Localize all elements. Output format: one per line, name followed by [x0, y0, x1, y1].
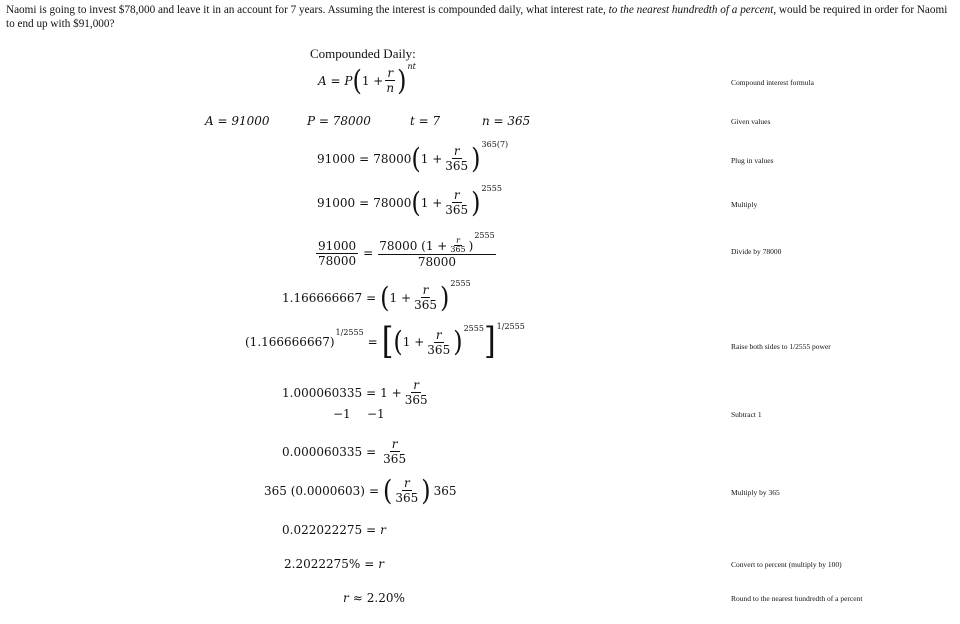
fraction: $\frac{r}{365}$: [445, 144, 469, 173]
fraction: $\frac{r}{365}$: [383, 437, 407, 466]
given-A: A = 91000: [205, 114, 270, 128]
step-decimal: [282, 523, 386, 537]
right-base: 78000 (1 +: [379, 238, 448, 253]
approx-equals: ≈: [352, 591, 363, 605]
close-paren: ): [468, 238, 474, 253]
question-emphasis: to the nearest hundredth of a percent: [608, 4, 774, 16]
close-paren: ): [453, 325, 463, 359]
exponent: 2555: [450, 279, 471, 288]
close-paren: ): [421, 474, 431, 507]
one-plus: 1 +: [402, 335, 425, 349]
outer-exponent: 1/2555: [496, 321, 525, 331]
step-plug-base: 78000: [373, 151, 412, 166]
formula-row: [318, 62, 416, 97]
note-subtract: Subtract 1: [731, 410, 762, 419]
left-exponent: 1/2555: [335, 327, 364, 337]
step-simplify-lhs: 1.166666667: [282, 290, 363, 305]
formula-lhs: A = P: [318, 73, 353, 88]
fraction: $\frac{r}{365}$: [395, 476, 419, 505]
fraction: $\frac{r}{365}$: [445, 188, 469, 217]
formula-one-plus: 1 +: [361, 73, 384, 88]
note-divide: Divide by 78000: [731, 247, 782, 256]
close-paren: ): [397, 64, 407, 97]
step-multiply: [317, 184, 502, 219]
section-heading: Compounded Daily:: [310, 46, 416, 61]
close-paren: ): [471, 186, 481, 219]
step-raise: [245, 320, 525, 363]
one-plus: 1 +: [380, 385, 402, 400]
step-raise-lhs: (1.166666667): [245, 335, 335, 349]
subtract-left: −1: [333, 407, 351, 421]
left-fraction: $\frac{91000}{78000}$: [318, 238, 357, 268]
note-formula: Compound interest formula: [731, 78, 814, 87]
step-root-lhs: 1.000060335: [282, 385, 363, 400]
step-subtract-result: [282, 437, 409, 466]
formula-fraction: $\frac{r}{n}$: [386, 66, 395, 95]
one-plus: 1 +: [420, 195, 443, 210]
step-percent-rhs: r: [378, 557, 385, 571]
note-multiply: Multiply: [731, 200, 758, 209]
note-plug: Plug in values: [731, 156, 774, 165]
equals: =: [359, 195, 370, 210]
equals: =: [366, 385, 377, 400]
close-paren: ): [471, 142, 481, 175]
open-paren: (: [380, 281, 390, 314]
equals: =: [359, 151, 370, 166]
equals: =: [363, 246, 374, 260]
given-t: t = 7: [410, 114, 441, 128]
step-mult365: [264, 476, 457, 505]
given-P: P = 78000: [307, 114, 371, 128]
equals: =: [366, 523, 377, 537]
step-decimal-lhs: 0.022022275: [282, 523, 363, 537]
step-simplify: [282, 279, 471, 314]
step-divide: [315, 230, 497, 269]
fraction: $\frac{r}{365}$: [404, 378, 428, 407]
exponent: 2555: [463, 323, 484, 333]
equals: =: [366, 290, 377, 305]
note-given: Given values: [731, 117, 771, 126]
open-paren: (: [411, 186, 421, 219]
fraction: $\frac{r}{365}$: [414, 283, 437, 312]
exponent: 365(7): [481, 140, 509, 149]
open-paren: (: [352, 64, 362, 97]
question-part-1: Naomi is going to invest $78,000 and leave it in an account for 7 years. Assuming the interest is compounded daily, what interest rate,: [6, 4, 609, 16]
one-plus: 1 +: [389, 290, 412, 305]
step-multiply-base: 78000: [373, 195, 412, 210]
given-n: n = 365: [482, 114, 531, 128]
step-multiply-lhs: 91000: [317, 195, 356, 210]
open-paren: (: [382, 474, 393, 507]
step-root: [282, 378, 431, 407]
step-plug-lhs: 91000: [317, 151, 356, 166]
subtract-right: −1: [367, 407, 385, 421]
formula-exponent: nt: [407, 62, 416, 71]
step-mult365-tail: 365: [433, 483, 457, 498]
right-fraction: 78000 (1 + $\frac{r}{365}$ ) 2555 78000: [379, 230, 495, 269]
equals: =: [368, 483, 380, 498]
note-mult365: Multiply by 365: [731, 488, 780, 497]
step-mult365-lhs: 365 (0.0000603): [264, 483, 365, 498]
equals: =: [364, 557, 375, 571]
close-bracket: ]: [483, 320, 496, 363]
step-percent-lhs: 2.2022275%: [284, 557, 361, 571]
step-round-lhs: r: [343, 591, 349, 605]
note-raise: Raise both sides to 1/2555 power: [731, 342, 831, 351]
exponent: 2555: [481, 184, 502, 193]
inner-fraction: $\frac{r}{365}$: [450, 236, 466, 254]
open-paren: (: [393, 325, 403, 359]
open-paren: (: [411, 142, 421, 175]
equals: =: [367, 335, 378, 349]
one-plus: 1 +: [420, 151, 443, 166]
exponent: 2555: [474, 230, 495, 240]
question-text: [6, 3, 954, 31]
step-plug: [317, 140, 509, 175]
final-answer: 2.20%: [366, 591, 405, 605]
note-percent: Convert to percent (multiply by 100): [731, 560, 842, 569]
step-round: [343, 591, 405, 605]
step-percent: [284, 557, 384, 571]
note-round: Round to the nearest hundredth of a percent: [731, 594, 863, 603]
open-bracket: [: [381, 320, 394, 363]
close-paren: ): [439, 281, 450, 314]
step-subtract-lhs: 0.000060335: [282, 444, 363, 459]
question-part-2: , would be required in order for Naomi to end up with $91,000?: [6, 4, 948, 30]
equals: =: [366, 444, 377, 459]
fraction: $\frac{r}{365}$: [427, 327, 451, 357]
step-decimal-rhs: r: [380, 523, 386, 537]
